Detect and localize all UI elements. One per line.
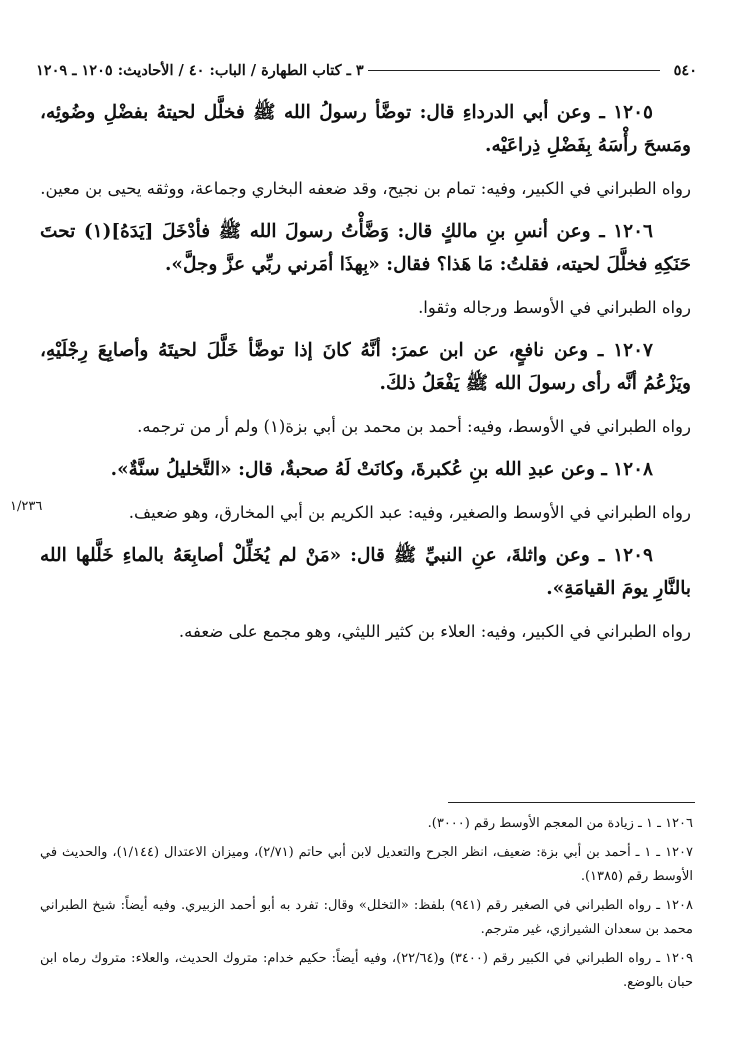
footnote-rule (448, 802, 695, 803)
page-number: ٥٤٠ (673, 61, 697, 79)
hadith-1209 (40, 539, 691, 605)
hadith-number: ١٢٠٦ (613, 221, 653, 242)
footnote: ١٢٠٧ ـ ١ ـ أحمد بن أبي بزة: ضعيف، انظر الجرح والتعديل لابن أبي حاتم (٢/٧١)، وميزان الاعتدال (١/١٤٤)، والحديث في الأوسط رقم (١٣٨٥). (40, 845, 693, 884)
source-note: رواه الطبراني في الكبير، وفيه: العلاء بن كثير الليثي، وهو مجمع على ضعفه. (178, 622, 691, 641)
hadith-1208 (40, 453, 691, 486)
footnote: ١٢٠٦ ـ ١ ـ زيادة من المعجم الأوسط رقم (٣٠٠٠). (427, 816, 693, 831)
hadith-number: ١٢٠٧ (613, 340, 653, 361)
hadith-text: ـ وعن واثلةَ، عنِ النبيِّ ﷺ قال: «مَنْ لم يُخَلِّلْ أصابِعَهُ بالماءِ خَلَّلها الله بالنَّارِ يومَ القيامَةِ». (40, 545, 691, 599)
source-note: رواه الطبراني في الأوسط ورجاله وثقوا. (418, 298, 691, 317)
hadith-number: ١٢٠٥ (613, 102, 653, 123)
hadith-number: ١٢٠٨ (613, 459, 653, 480)
footnote: ١٢٠٨ ـ رواه الطبراني في الصغير رقم (٩٤١) بلفظ: «التخلل» وقال: تفرد به أبو أحمد الزبيري. وفيه أيضاً: شيخ الطبراني محمد بن سعدان الشيرازي، غير مترجم. (40, 898, 693, 937)
hadith-number: ١٢٠٩ (613, 545, 653, 566)
header-rule (368, 70, 660, 71)
hadith-1206 (40, 215, 691, 281)
source-note: رواه الطبراني في الأوسط والصغير، وفيه: عبد الكريم بن أبي المخارق، وهو ضعيف. (128, 503, 691, 522)
header-title: ٣ ـ كتاب الطهارة / الباب: ٤٠ / الأحاديث: ١٢٠٥ ـ ١٢٠٩ (36, 61, 364, 79)
hadith-text: ـ وعن أبي الدرداءِ قال: توضَّأ رسولُ الله ﷺ فخلَّل لحيتهُ بفضْلِ وضُوئِه، ومَسحَ رأْسَهُ بِفَضْلِ ذِراعَيْه. (40, 102, 691, 156)
hadith-1207 (40, 334, 691, 400)
hadith-text: ـ وعن عبدِ الله بنِ عُكبرةَ، وكانَتْ لَهُ صحبةٌ، قال: «التَّخليلُ سنَّةٌ». (110, 459, 607, 480)
hadith-text: ـ وعن نافعٍ، عن ابن عمرَ: أنَّهُ كانَ إذا توضَّأ خَلَّلَ لحيتَهُ وأصابِعَ رِجْلَيْهِ، ويَزْعُمُ أنَّه رأى رسولَ الله ﷺ يَفْعَلُ ذلكَ. (40, 340, 691, 394)
main-text (40, 96, 691, 658)
source-note: رواه الطبراني في الأوسط، وفيه: أحمد بن محمد بن أبي بزة(١) ولم أر من ترجمه. (137, 417, 691, 436)
hadith-1205 (40, 96, 691, 162)
source-note: رواه الطبراني في الكبير، وفيه: تمام بن نجيح، وقد ضعفه البخاري وجماعة، ووثقه يحيى بن معين. (40, 179, 691, 198)
footnotes (40, 812, 693, 1000)
running-header (36, 56, 697, 84)
margin-reference: ١/٢٣٦ (10, 499, 43, 514)
footnote: ١٢٠٩ ـ رواه الطبراني في الكبير رقم (٣٤٠٠) و(٢٢/٦٤)، وفيه أيضاً: حكيم خدام: متروك الحديث، والعلاء: متروك رماه ابن حبان بالوضع. (40, 951, 693, 990)
hadith-text: ـ وعن أنسِ بنِ مالكٍ قال: وَضَّأْتُ رسولَ الله ﷺ فأدْخَلَ [يَدَهُ](١) تحتَ حَنَكِهِ فخلَّلَ لحيته، فقلتُ: مَا هَذا؟ فقال: «بِهذَا أمَرني ربِّي عزَّ وجلَّ». (40, 221, 691, 275)
